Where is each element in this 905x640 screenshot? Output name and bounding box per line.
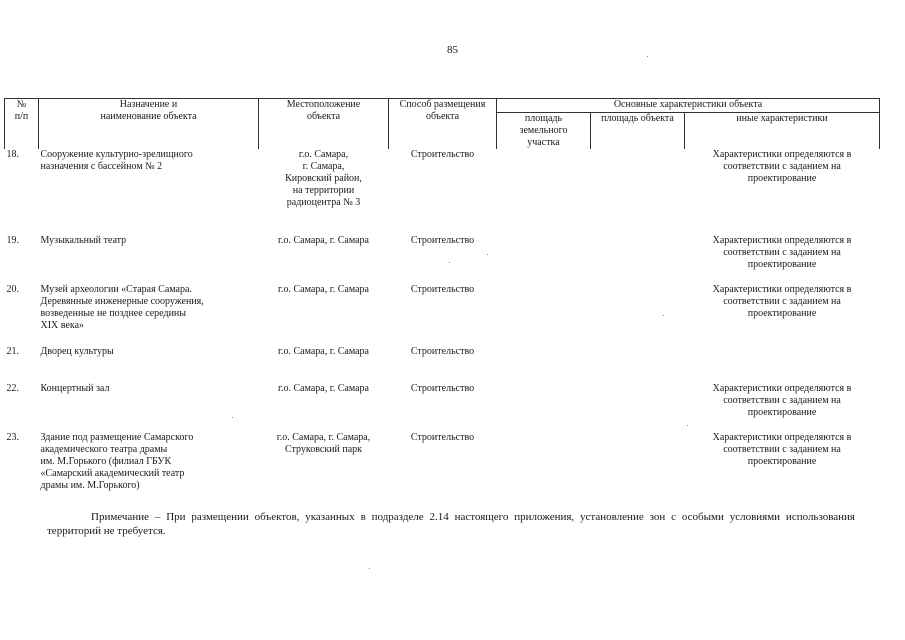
scan-speck [369, 568, 370, 569]
placement-method-cell [389, 432, 497, 492]
placement-method: Строительство [410, 284, 475, 295]
other-characteristics-cell [685, 235, 880, 284]
object-name: Здание под размещение Самарского академического театра драмы им. М.Горького (филиал ГБУК «Самарский академический театр драмы им. М.Горького) [40, 432, 194, 491]
scan-speck [687, 425, 688, 426]
object-name-cell [39, 284, 259, 346]
table-row [5, 346, 880, 383]
other-characteristics-cell [685, 346, 880, 383]
object-area-cell [591, 149, 685, 235]
object-location: г.о. Самара, г. Самара, Струковский парк [276, 432, 371, 455]
row-number-cell [5, 346, 39, 383]
land-area-cell [497, 432, 591, 492]
row-number: 22. [6, 383, 19, 394]
header-characteristics-text: Основные характеристики объекта [613, 99, 763, 110]
object-area-cell [591, 432, 685, 492]
object-location-cell [259, 346, 389, 383]
placement-method-cell [389, 383, 497, 432]
object-name-cell [39, 346, 259, 383]
scan-speck [663, 315, 664, 316]
placement-method: Строительство [410, 149, 475, 160]
object-area-cell [591, 235, 685, 284]
placement-method-cell [389, 284, 497, 346]
object-name: Концертный зал [40, 383, 110, 394]
row-number: 18. [6, 149, 19, 160]
scan-speck [487, 254, 488, 255]
scan-speck [647, 56, 648, 57]
object-location-cell [259, 432, 389, 492]
other-characteristics: Характеристики определяются в соответствии с заданием на проектирование [712, 383, 852, 418]
header-object-area-text: площадь объекта [601, 113, 674, 124]
table-row [5, 284, 880, 346]
placement-method: Строительство [410, 346, 475, 357]
objects-table [4, 98, 880, 492]
placement-method: Строительство [410, 383, 475, 394]
object-location: г.о. Самара, г. Самара [278, 383, 369, 394]
placement-method-cell [389, 235, 497, 284]
object-name: Сооружение культурно-зрелищного назначения с бассейном № 2 [40, 149, 193, 172]
object-location-cell [259, 284, 389, 346]
land-area-cell [497, 346, 591, 383]
header-location [259, 99, 389, 150]
header-method-text: Способ размещения объекта [399, 99, 486, 122]
land-area-cell [497, 149, 591, 235]
object-location-cell [259, 383, 389, 432]
row-number: 19. [6, 235, 19, 246]
row-number-cell [5, 432, 39, 492]
object-name-cell [39, 383, 259, 432]
object-location-cell [259, 235, 389, 284]
other-characteristics-cell [685, 432, 880, 492]
other-characteristics: Характеристики определяются в соответствии с заданием на проектирование [712, 284, 852, 319]
object-name: Музей археологии «Старая Самара. Деревянные инженерные сооружения, возведенные не позднее середины XIX века» [40, 284, 204, 331]
other-characteristics: Характеристики определяются в соответствии с заданием на проектирование [712, 235, 852, 270]
row-number: 23. [6, 432, 19, 443]
object-name-cell [39, 235, 259, 284]
row-number-cell [5, 284, 39, 346]
object-name: Дворец культуры [40, 346, 114, 357]
land-area-cell [497, 383, 591, 432]
other-characteristics-cell [685, 149, 880, 235]
note-paragraph: Примечание – При размещении объектов, указанных в подразделе 2.14 настоящего приложения, установление зон с особыми условиями использования территорий не требуется. [47, 511, 855, 537]
header-characteristics [497, 99, 880, 113]
table-body [5, 149, 880, 492]
object-area-cell [591, 284, 685, 346]
table-row [5, 235, 880, 284]
other-characteristics: Характеристики определяются в соответствии с заданием на проектирование [712, 432, 852, 467]
object-location: г.о. Самара, г. Самара [278, 235, 369, 246]
header-num [5, 99, 39, 150]
header-land-area [497, 113, 591, 150]
object-area-cell [591, 383, 685, 432]
header-name-text: Назначение и наименование объекта [100, 99, 197, 122]
scan-speck [449, 262, 450, 263]
page-number: 85 [447, 44, 458, 56]
row-number: 21. [6, 346, 19, 357]
row-number-cell [5, 235, 39, 284]
object-name-cell [39, 149, 259, 235]
placement-method: Строительство [410, 432, 475, 443]
object-area-cell [591, 346, 685, 383]
object-name: Музыкальный театр [40, 235, 127, 246]
placement-method-cell [389, 346, 497, 383]
header-other-text: иные характеристики [736, 113, 828, 124]
scan-speck [232, 417, 233, 418]
other-characteristics-cell [685, 284, 880, 346]
header-method [389, 99, 497, 150]
object-location-cell [259, 149, 389, 235]
row-number-cell [5, 149, 39, 235]
header-land-area-text: площадь земельного участка [519, 113, 568, 148]
table-row [5, 149, 880, 235]
table-row [5, 432, 880, 492]
header-num-text: № п/п [14, 99, 29, 122]
other-characteristics: Характеристики определяются в соответствии с заданием на проектирование [712, 149, 852, 184]
row-number-cell [5, 383, 39, 432]
other-characteristics-cell [685, 383, 880, 432]
object-location: г.о. Самара, г. Самара [278, 284, 369, 295]
header-name [39, 99, 259, 150]
row-number: 20. [6, 284, 19, 295]
header-object-area [591, 113, 685, 150]
land-area-cell [497, 284, 591, 346]
land-area-cell [497, 235, 591, 284]
table-row [5, 383, 880, 432]
header-other [685, 113, 880, 150]
object-location: г.о. Самара, г. Самара [278, 346, 369, 357]
placement-method: Строительство [410, 235, 475, 246]
header-location-text: Местоположение объекта [286, 99, 361, 122]
object-name-cell [39, 432, 259, 492]
placement-method-cell [389, 149, 497, 235]
object-location: г.о. Самара, г. Самара, Кировский район, на территории радиоцентра № 3 [285, 149, 362, 208]
